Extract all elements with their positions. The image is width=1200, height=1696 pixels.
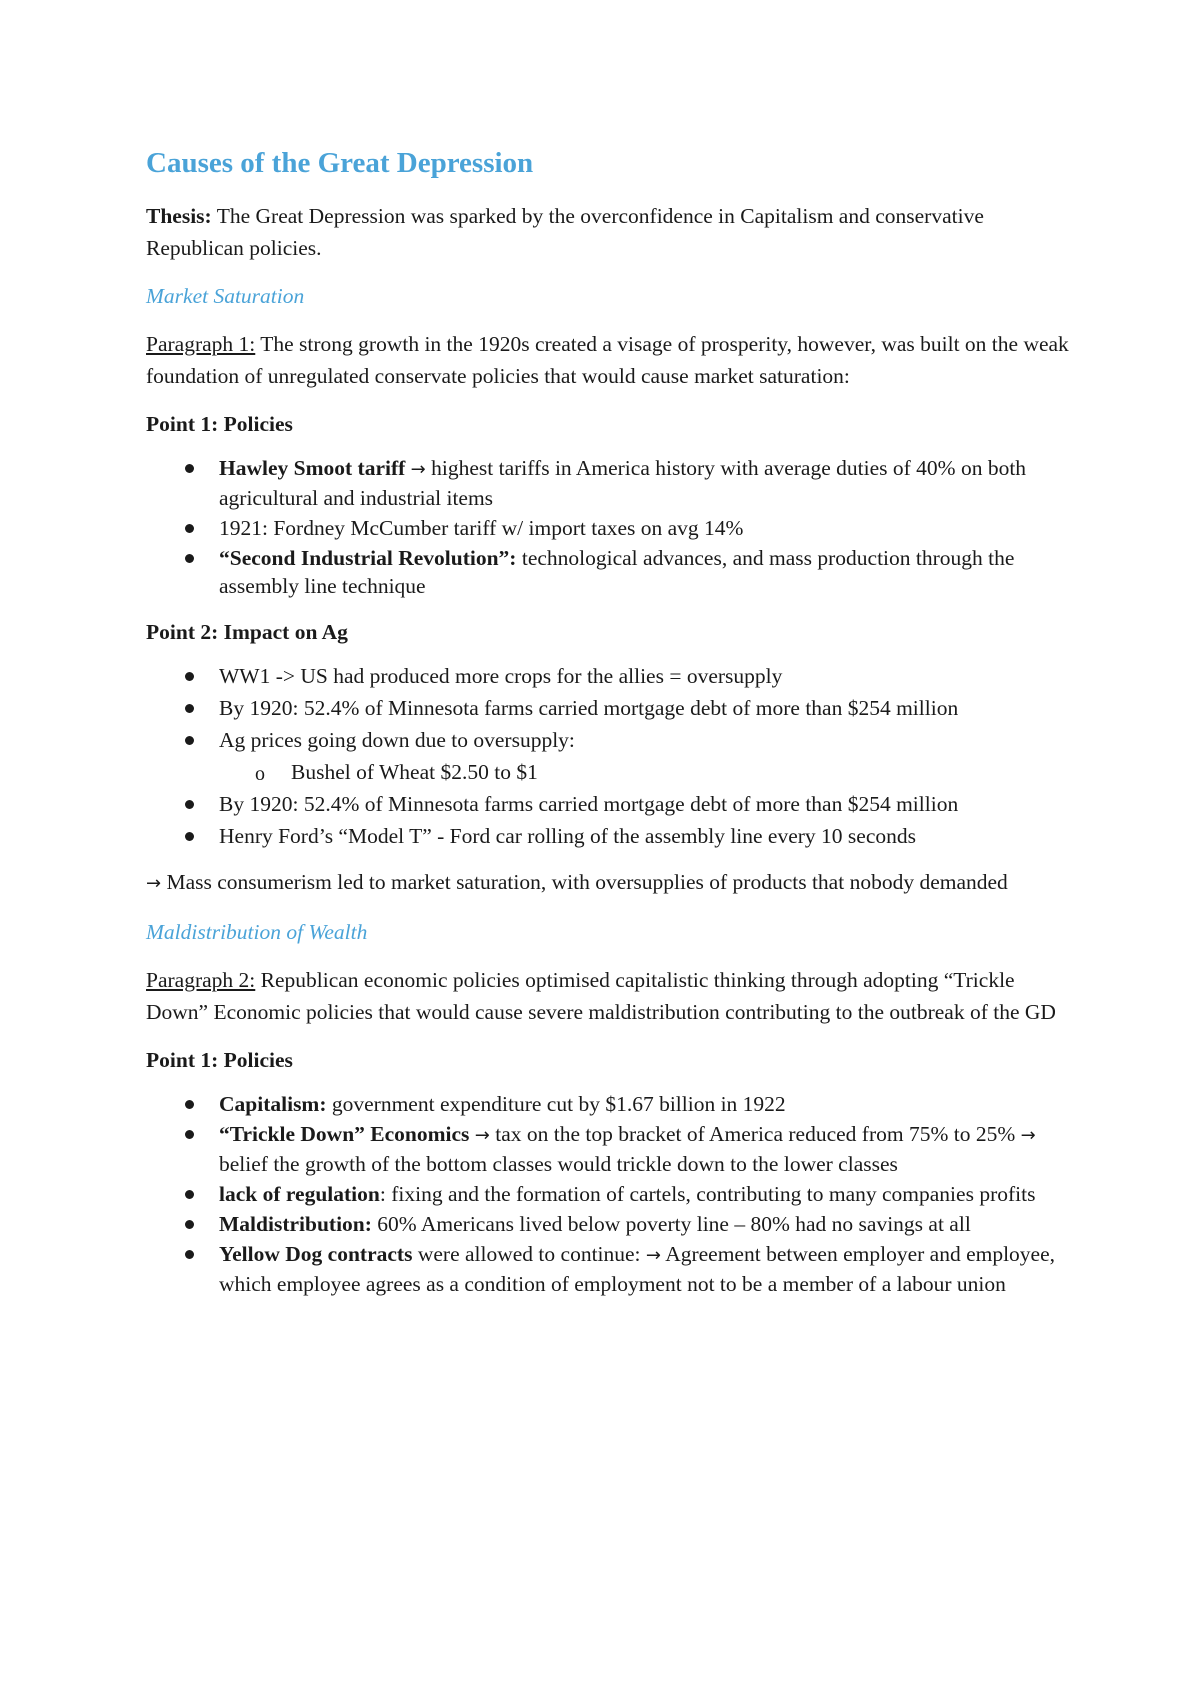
bullet-icon	[185, 1130, 194, 1139]
list-item	[146, 1240, 1076, 1298]
bullet-list	[146, 454, 1076, 600]
bullet-icon	[185, 524, 194, 533]
bullet-icon	[185, 704, 194, 713]
item-text: : fixing and the formation of cartels, contributing to many companies profits	[379, 1182, 1036, 1206]
circle-bullet-icon: o	[255, 763, 265, 785]
item-text: 60% Americans lived below poverty line – 80% had no savings at all	[371, 1212, 971, 1236]
item-text: technological advances, and mass production through the assembly line technique	[219, 546, 1015, 598]
bullet-icon	[185, 1190, 194, 1199]
list-item	[146, 726, 1076, 754]
list-item	[146, 694, 1076, 722]
section-conclusion	[146, 866, 1076, 900]
item-text: were allowed to continue:	[412, 1242, 641, 1266]
item-bold: “Trickle Down” Economics	[219, 1122, 470, 1146]
point-heading: Point 1: Policies	[146, 1048, 293, 1072]
point-heading: Point 2: Impact on Ag	[146, 620, 348, 644]
conclusion-text: Mass consumerism led to market saturation, with oversupplies of products that nobody demanded	[161, 870, 1008, 894]
paragraph-2-label: Paragraph 2:	[146, 968, 256, 992]
bullet-icon	[185, 1220, 194, 1229]
document-title: Causes of the Great Depression	[146, 147, 534, 179]
item-text: Ag prices going down due to oversupply:	[219, 728, 575, 752]
paragraph-1-text: The strong growth in the 1920s created a visage of prosperity, however, was built on the weak foundation of unregulated conservate policies that would cause market saturation:	[146, 332, 1069, 388]
bullet-icon	[185, 832, 194, 841]
list-item	[146, 790, 1076, 818]
section-heading-maldistribution: Maldistribution of Wealth	[146, 920, 368, 944]
document-page	[146, 144, 1076, 1314]
item-text: By 1920: 52.4% of Minnesota farms carried mortgage debt of more than $254 million	[219, 696, 959, 720]
section-heading-market-saturation: Market Saturation	[146, 284, 305, 308]
item-text: Bushel of Wheat $2.50 to $1	[291, 760, 538, 784]
bullet-icon	[185, 1100, 194, 1109]
item-text: belief the growth of the bottom classes would trickle down to the lower classes	[219, 1152, 898, 1176]
sub-list-item	[146, 758, 1076, 786]
item-bold: “Second Industrial Revolution”:	[219, 546, 517, 570]
list-item	[146, 514, 1076, 542]
paragraph-1-label: Paragraph 1:	[146, 332, 256, 356]
list-item	[146, 1210, 1076, 1238]
item-bold: Hawley Smoot tariff	[219, 456, 406, 480]
item-text: government expenditure cut by $1.67 billion in 1922	[326, 1092, 786, 1116]
bullet-icon	[185, 736, 194, 745]
bullet-icon	[185, 1250, 194, 1259]
item-text: tax on the top bracket of America reduced from 75% to 25%	[489, 1122, 1016, 1146]
thesis	[146, 200, 1076, 264]
bullet-icon	[185, 464, 194, 473]
list-item	[146, 454, 1076, 512]
item-text: 1921: Fordney McCumber tariff w/ import taxes on avg 14%	[219, 516, 744, 540]
item-text: WW1 -> US had produced more crops for the allies = oversupply	[219, 664, 783, 688]
arrow-icon: →	[474, 1125, 490, 1146]
bullet-icon	[185, 672, 194, 681]
paragraph-2-text: Republican economic policies optimised capitalistic thinking through adopting “Trickle Down” Economic policies that would cause severe maldistribution contributing to the outbreak of the GD	[146, 968, 1056, 1024]
paragraph-2	[146, 964, 1076, 1028]
list-item	[146, 1090, 1076, 1118]
thesis-label: Thesis:	[146, 204, 212, 228]
bullet-list	[146, 662, 1076, 850]
item-text: Agreement between employer and employee, which employee agrees as a condition of employment not to be a member of a labour union	[219, 1242, 1056, 1296]
list-item	[146, 822, 1076, 850]
arrow-icon: →	[645, 1245, 661, 1266]
point-heading: Point 1: Policies	[146, 412, 293, 436]
bullet-icon	[185, 554, 194, 563]
paragraph-1	[146, 328, 1076, 392]
arrow-icon: →	[146, 873, 162, 894]
arrow-icon: →	[410, 459, 426, 480]
item-bold: Yellow Dog contracts	[219, 1242, 413, 1266]
arrow-icon: →	[1020, 1125, 1036, 1146]
item-text: By 1920: 52.4% of Minnesota farms carried mortgage debt of more than $254 million	[219, 792, 959, 816]
list-item	[146, 662, 1076, 690]
item-text: Henry Ford’s “Model T” - Ford car rolling of the assembly line every 10 seconds	[219, 824, 916, 848]
bullet-icon	[185, 800, 194, 809]
item-bold: Capitalism:	[219, 1092, 327, 1116]
item-text: highest tariffs in America history with average duties of 40% on both agricultural and industrial items	[219, 456, 1027, 510]
item-bold: Maldistribution:	[219, 1212, 372, 1236]
list-item	[146, 544, 1076, 600]
thesis-text: The Great Depression was sparked by the overconfidence in Capitalism and conservative Republican policies.	[146, 204, 984, 260]
list-item	[146, 1180, 1076, 1208]
bullet-list	[146, 1090, 1076, 1298]
item-bold: lack of regulation	[219, 1182, 380, 1206]
list-item	[146, 1120, 1076, 1178]
